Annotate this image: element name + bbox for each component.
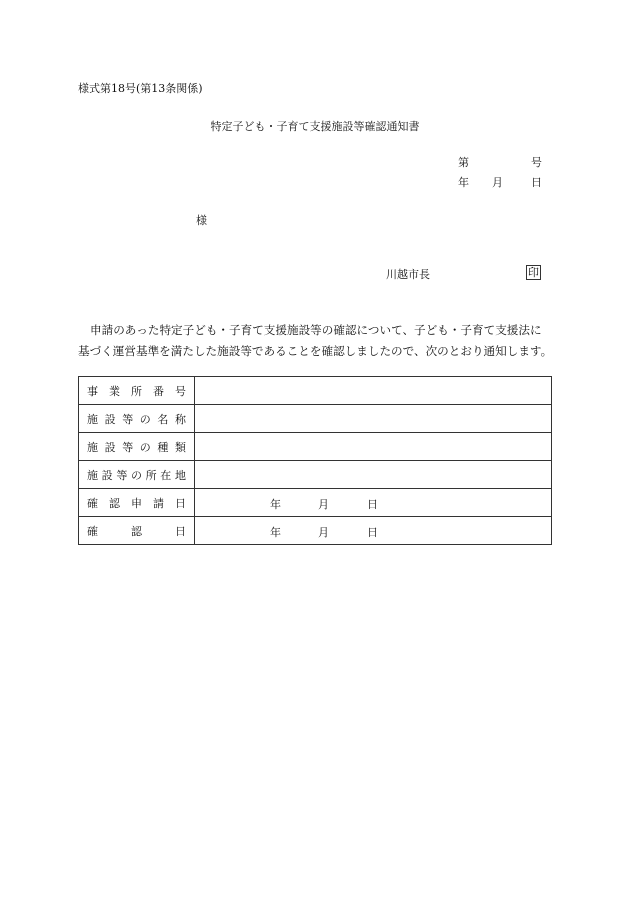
issue-month: 月 bbox=[492, 176, 503, 189]
label-char: 施 bbox=[87, 412, 98, 426]
label-char: 事 bbox=[87, 384, 98, 398]
issue-day: 日 bbox=[531, 176, 542, 189]
label-char: 所 bbox=[145, 468, 157, 482]
confirmation-table bbox=[78, 376, 552, 545]
label-char: 等 bbox=[122, 440, 134, 454]
issuer-name: 川越市長 bbox=[386, 268, 430, 281]
label-char: 在 bbox=[160, 468, 172, 482]
table-row-application-date bbox=[79, 489, 552, 517]
label-char: 日 bbox=[175, 496, 186, 510]
facility-address-label bbox=[79, 461, 195, 489]
document-title: 特定子ども・子育て支援施設等確認通知書 bbox=[210, 120, 420, 133]
date-month: 月 bbox=[318, 498, 329, 511]
confirmation-date-value[interactable] bbox=[195, 517, 552, 545]
label-char: の bbox=[130, 468, 142, 482]
facility-type-value[interactable] bbox=[195, 433, 552, 461]
label-char: 所 bbox=[131, 384, 142, 398]
label-char: 業 bbox=[109, 384, 120, 398]
label-char: の bbox=[139, 412, 151, 426]
label-char: 地 bbox=[174, 468, 186, 482]
seal-mark: 印 bbox=[528, 266, 539, 279]
label-char: 確 bbox=[87, 524, 98, 538]
number-suffix: 号 bbox=[531, 156, 542, 169]
label-char: 施 bbox=[87, 440, 98, 454]
body-line-2: 基づく運営基準を満たした施設等であることを確認しましたので、次のとおり通知します。 bbox=[78, 344, 553, 358]
label-char: 番 bbox=[153, 384, 164, 398]
date-month: 月 bbox=[318, 526, 329, 539]
label-char: 確 bbox=[87, 496, 98, 510]
label-char: 名 bbox=[157, 412, 169, 426]
label-char: 等 bbox=[122, 412, 134, 426]
facility-address-value[interactable] bbox=[195, 461, 552, 489]
table-row-facility-name bbox=[79, 405, 552, 433]
label-char: 認 bbox=[109, 496, 120, 510]
application-date-label bbox=[79, 489, 195, 517]
notice-body bbox=[78, 320, 554, 362]
label-char: 設 bbox=[104, 412, 116, 426]
label-char: 施 bbox=[87, 468, 98, 482]
facility-type-label bbox=[79, 433, 195, 461]
table-row-facility-type bbox=[79, 433, 552, 461]
date-year: 年 bbox=[270, 498, 281, 511]
form-number: 様式第18号(第13条関係) bbox=[78, 82, 203, 95]
label-char: 類 bbox=[174, 440, 186, 454]
date-year: 年 bbox=[270, 526, 281, 539]
office-number-label bbox=[79, 377, 195, 405]
label-char: 等 bbox=[116, 468, 128, 482]
number-prefix: 第 bbox=[458, 156, 469, 169]
label-char: 申 bbox=[131, 496, 142, 510]
table-row-office-number bbox=[79, 377, 552, 405]
label-char: 号 bbox=[175, 384, 186, 398]
facility-name-label bbox=[79, 405, 195, 433]
label-char: 設 bbox=[101, 468, 113, 482]
body-line-1: 申請のあった特定子ども・子育て支援施設等の確認について、子ども・子育て支援法に bbox=[90, 323, 542, 337]
office-number-value[interactable] bbox=[195, 377, 552, 405]
addressee-suffix: 様 bbox=[196, 214, 207, 227]
label-char: 請 bbox=[153, 496, 164, 510]
label-char: 種 bbox=[157, 440, 169, 454]
table-row-facility-address bbox=[79, 461, 552, 489]
label-char: 設 bbox=[104, 440, 116, 454]
label-char: の bbox=[139, 440, 151, 454]
confirmation-date-label bbox=[79, 517, 195, 545]
issue-year: 年 bbox=[458, 176, 469, 189]
date-day: 日 bbox=[367, 498, 378, 511]
application-date-value[interactable] bbox=[195, 489, 552, 517]
date-day: 日 bbox=[367, 526, 378, 539]
label-char: 日 bbox=[175, 524, 186, 538]
facility-name-value[interactable] bbox=[195, 405, 552, 433]
table-row-confirmation-date bbox=[79, 517, 552, 545]
label-char: 認 bbox=[131, 524, 142, 538]
label-char: 称 bbox=[174, 412, 186, 426]
